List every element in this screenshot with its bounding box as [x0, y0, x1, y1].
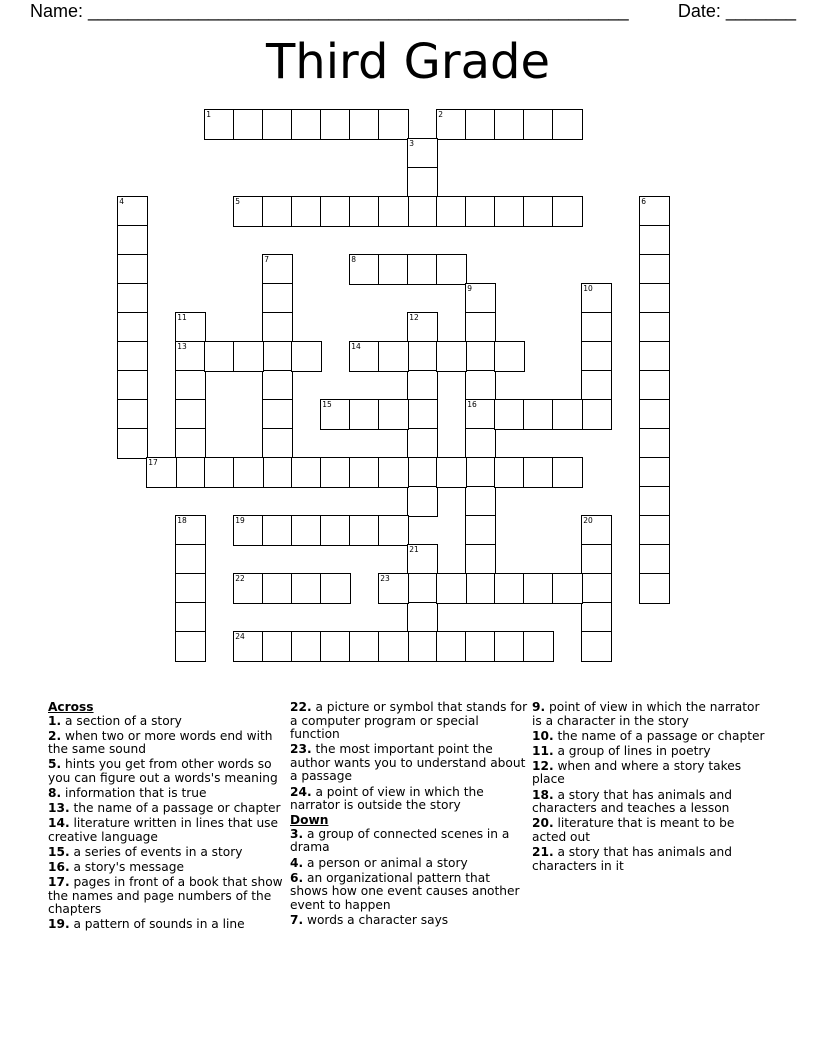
down-heading: Down: [290, 813, 329, 828]
grid-cell[interactable]: [262, 341, 293, 372]
grid-cell[interactable]: [320, 399, 351, 430]
clues-column-3: [532, 701, 770, 875]
grid-cell[interactable]: [320, 631, 351, 662]
grid-cell[interactable]: [465, 486, 496, 517]
grid-cell[interactable]: [436, 457, 467, 488]
grid-cell[interactable]: [291, 341, 322, 372]
grid-cell[interactable]: [494, 457, 525, 488]
grid-cell[interactable]: [117, 428, 148, 459]
grid-cell[interactable]: [494, 109, 525, 140]
clue-text: point of view in which the narrator is a character in the story: [532, 700, 760, 728]
grid-cell[interactable]: [291, 196, 322, 227]
cell-number: 4: [119, 197, 125, 207]
grid-cell[interactable]: [175, 544, 206, 575]
clues-column-2: [290, 701, 528, 929]
cell-number: 8: [351, 255, 357, 265]
cell-number: 11: [177, 313, 187, 323]
grid-cell[interactable]: [639, 254, 670, 285]
grid-cell[interactable]: [291, 109, 322, 140]
grid-cell[interactable]: [523, 457, 554, 488]
cell-number: 2: [438, 110, 444, 120]
clue-text: the name of a passage or chapter: [557, 728, 765, 743]
grid-cell[interactable]: [436, 196, 467, 227]
grid-cell[interactable]: [117, 196, 148, 227]
across-clue: [48, 918, 286, 932]
clue-number: 20.: [532, 816, 554, 831]
grid-cell[interactable]: [465, 544, 496, 575]
grid-cell[interactable]: [378, 399, 409, 430]
grid-cell[interactable]: [262, 399, 293, 430]
grid-cell[interactable]: [378, 631, 409, 662]
grid-cell[interactable]: [639, 196, 670, 227]
clue-number: 3.: [290, 826, 304, 841]
grid-cell[interactable]: [407, 370, 438, 401]
grid-cell[interactable]: [523, 573, 554, 604]
clue-number: 15.: [48, 844, 70, 859]
grid-cell[interactable]: [320, 196, 351, 227]
name-field[interactable]: Name: ______________________________________________________: [30, 1, 629, 21]
down-clue: [290, 828, 528, 855]
clue-number: 11.: [532, 743, 554, 758]
grid-cell[interactable]: [262, 196, 293, 227]
clue-number: 4.: [290, 855, 304, 870]
down-clue: [532, 760, 770, 787]
across-clue: [48, 787, 286, 801]
across-clue: [48, 715, 286, 729]
down-clue: [290, 872, 528, 913]
grid-cell[interactable]: [407, 544, 438, 575]
clue-number: 24.: [290, 784, 312, 799]
grid-cell[interactable]: [117, 341, 148, 372]
grid-cell[interactable]: [436, 254, 467, 285]
grid-cell[interactable]: [117, 225, 148, 256]
grid-cell[interactable]: [581, 515, 612, 546]
clue-number: 18.: [532, 787, 554, 802]
grid-cell[interactable]: [407, 196, 438, 227]
clue-text: a story that has animals and characters and teaches a lesson: [532, 787, 732, 816]
grid-cell[interactable]: [436, 573, 467, 604]
grid-cell[interactable]: [407, 312, 438, 343]
grid-cell[interactable]: [349, 399, 380, 430]
clue-text: the name of a passage or chapter: [73, 801, 281, 816]
cell-number: 22: [235, 574, 245, 584]
grid-cell[interactable]: [494, 631, 525, 662]
grid-cell[interactable]: [175, 312, 206, 343]
grid-cell[interactable]: [262, 312, 293, 343]
clue-text: literature written in lines that use creative language: [48, 816, 279, 844]
grid-cell[interactable]: [291, 631, 322, 662]
clue-number: 8.: [48, 786, 62, 801]
down-clue: [532, 730, 770, 744]
grid-cell[interactable]: [465, 428, 496, 459]
down-clue: [290, 857, 528, 871]
clue-text: a point of view in which the narrator is outside the story: [290, 784, 484, 813]
grid-cell[interactable]: [262, 573, 293, 604]
clue-text: a person or animal a story: [307, 855, 468, 870]
grid-cell[interactable]: [581, 399, 612, 430]
grid-cell[interactable]: [494, 573, 525, 604]
grid-cell[interactable]: [465, 457, 496, 488]
grid-cell[interactable]: [523, 631, 554, 662]
cell-number: 17: [148, 458, 158, 468]
across-clue: [48, 861, 286, 875]
grid-cell[interactable]: [465, 341, 496, 372]
clue-text: a story that has animals and characters in it: [532, 844, 732, 873]
cell-number: 1: [206, 110, 212, 120]
across-clue: [290, 701, 528, 742]
clue-text: words a character says: [307, 912, 449, 927]
grid-cell[interactable]: [291, 515, 322, 546]
grid-cell[interactable]: [117, 399, 148, 430]
clue-number: 5.: [48, 757, 62, 772]
grid-cell[interactable]: [639, 312, 670, 343]
clue-text: a picture or symbol that stands for a computer program or special function: [290, 700, 528, 742]
grid-cell[interactable]: [581, 312, 612, 343]
across-clue: [48, 876, 286, 917]
clue-number: 19.: [48, 917, 70, 932]
grid-cell[interactable]: [262, 254, 293, 285]
grid-cell[interactable]: [349, 196, 380, 227]
grid-cell[interactable]: [465, 109, 496, 140]
grid-cell[interactable]: [204, 109, 235, 140]
grid-cell[interactable]: [407, 254, 438, 285]
cell-number: 3: [409, 139, 415, 149]
grid-cell[interactable]: [233, 457, 264, 488]
down-clue: [290, 914, 528, 928]
grid-cell[interactable]: [436, 631, 467, 662]
down-clue: [532, 789, 770, 816]
grid-cell[interactable]: [407, 428, 438, 459]
grid-cell[interactable]: [639, 428, 670, 459]
grid-cell[interactable]: [378, 515, 409, 546]
grid-cell[interactable]: [320, 109, 351, 140]
cell-number: 24: [235, 632, 245, 642]
grid-cell[interactable]: [494, 399, 525, 430]
grid-cell[interactable]: [378, 573, 409, 604]
grid-cell[interactable]: [407, 341, 438, 372]
clue-text: when two or more words end with the same sound: [48, 728, 273, 757]
grid-cell[interactable]: [175, 428, 206, 459]
clue-number: 13.: [48, 801, 70, 816]
cell-number: 20: [583, 516, 593, 526]
grid-cell[interactable]: [639, 457, 670, 488]
grid-cell[interactable]: [436, 341, 467, 372]
grid-cell[interactable]: [175, 399, 206, 430]
grid-cell[interactable]: [175, 457, 206, 488]
grid-cell[interactable]: [465, 196, 496, 227]
grid-cell[interactable]: [639, 341, 670, 372]
down-clue: [532, 817, 770, 844]
grid-cell[interactable]: [146, 457, 177, 488]
grid-cell[interactable]: [639, 515, 670, 546]
grid-cell[interactable]: [262, 428, 293, 459]
clue-number: 21.: [532, 844, 554, 859]
grid-cell[interactable]: [639, 573, 670, 604]
down-clue: [532, 846, 770, 873]
grid-cell[interactable]: [581, 602, 612, 633]
grid-cell[interactable]: [465, 399, 496, 430]
grid-cell[interactable]: [378, 196, 409, 227]
grid-cell[interactable]: [262, 457, 293, 488]
grid-cell[interactable]: [465, 515, 496, 546]
cell-number: 12: [409, 313, 419, 323]
across-heading: Across: [48, 700, 94, 714]
grid-cell[interactable]: [407, 167, 438, 198]
clue-text: a group of lines in poetry: [557, 743, 711, 758]
across-clue: [290, 786, 528, 813]
cell-number: 16: [467, 400, 477, 410]
grid-cell[interactable]: [494, 341, 525, 372]
grid-cell[interactable]: [233, 109, 264, 140]
clue-number: 22.: [290, 700, 312, 714]
grid-cell[interactable]: [407, 486, 438, 517]
grid-cell[interactable]: [349, 109, 380, 140]
grid-cell[interactable]: [262, 370, 293, 401]
grid-cell[interactable]: [465, 573, 496, 604]
grid-cell[interactable]: [262, 109, 293, 140]
grid-cell[interactable]: [552, 109, 583, 140]
cell-number: 18: [177, 516, 187, 526]
grid-cell[interactable]: [233, 196, 264, 227]
grid-cell[interactable]: [349, 341, 380, 372]
cell-number: 9: [467, 284, 473, 294]
clue-number: 9.: [532, 700, 546, 714]
across-clue: [48, 758, 286, 785]
grid-cell[interactable]: [494, 196, 525, 227]
grid-cell[interactable]: [175, 602, 206, 633]
clue-number: 16.: [48, 860, 70, 875]
grid-cell[interactable]: [378, 109, 409, 140]
grid-cell[interactable]: [378, 341, 409, 372]
grid-cell[interactable]: [117, 254, 148, 285]
grid-cell[interactable]: [407, 399, 438, 430]
clue-number: 2.: [48, 728, 62, 743]
grid-cell[interactable]: [262, 515, 293, 546]
grid-cell[interactable]: [436, 109, 467, 140]
grid-cell[interactable]: [639, 370, 670, 401]
grid-cell[interactable]: [523, 109, 554, 140]
clue-number: 17.: [48, 875, 70, 890]
clue-number: 7.: [290, 912, 304, 927]
cell-number: 10: [583, 284, 593, 294]
clue-text: the most important point the author wants you to understand about a passage: [290, 742, 526, 784]
grid-cell[interactable]: [552, 399, 583, 430]
cell-number: 7: [264, 255, 270, 265]
clue-text: when and where a story takes place: [532, 758, 742, 787]
grid-cell[interactable]: [262, 283, 293, 314]
across-clue: [48, 802, 286, 816]
grid-cell[interactable]: [291, 573, 322, 604]
page-title: Third Grade: [265, 34, 551, 90]
grid-cell[interactable]: [175, 341, 206, 372]
cell-number: 21: [409, 545, 419, 555]
across-clue: [48, 846, 286, 860]
grid-cell[interactable]: [523, 196, 554, 227]
clue-number: 6.: [290, 870, 304, 885]
grid-cell[interactable]: [233, 573, 264, 604]
grid-cell[interactable]: [175, 631, 206, 662]
grid-cell[interactable]: [349, 515, 380, 546]
clues-column-1: [48, 701, 286, 934]
grid-cell[interactable]: [175, 573, 206, 604]
clue-number: 1.: [48, 713, 62, 728]
grid-cell[interactable]: [320, 457, 351, 488]
cell-number: 5: [235, 197, 241, 207]
cell-number: 13: [177, 342, 187, 352]
grid-cell[interactable]: [581, 341, 612, 372]
grid-cell[interactable]: [639, 486, 670, 517]
date-field[interactable]: Date: _______: [677, 1, 796, 21]
grid-cell[interactable]: [581, 544, 612, 575]
clue-text: a pattern of sounds in a line: [73, 917, 245, 932]
grid-cell[interactable]: [378, 254, 409, 285]
grid-cell[interactable]: [407, 631, 438, 662]
across-clue: [290, 743, 528, 784]
grid-cell[interactable]: [233, 515, 264, 546]
grid-cell[interactable]: [639, 544, 670, 575]
grid-cell[interactable]: [117, 283, 148, 314]
grid-cell[interactable]: [233, 341, 264, 372]
clue-text: literature that is meant to be acted out: [532, 816, 735, 844]
grid-cell[interactable]: [581, 283, 612, 314]
grid-cell[interactable]: [204, 457, 235, 488]
grid-cell[interactable]: [581, 573, 612, 604]
grid-cell[interactable]: [117, 312, 148, 343]
grid-cell[interactable]: [204, 341, 235, 372]
grid-cell[interactable]: [320, 515, 351, 546]
grid-cell[interactable]: [552, 196, 583, 227]
clue-text: hints you get from other words so you can figure out a words's meaning: [48, 757, 278, 785]
grid-cell[interactable]: [465, 631, 496, 662]
cell-number: 6: [641, 197, 647, 207]
grid-cell[interactable]: [349, 254, 380, 285]
clue-number: 12.: [532, 758, 554, 773]
grid-cell[interactable]: [175, 515, 206, 546]
down-clue: [532, 745, 770, 759]
grid-cell[interactable]: [407, 602, 438, 633]
grid-cell[interactable]: [639, 399, 670, 430]
grid-cell[interactable]: [291, 457, 322, 488]
clue-text: a series of events in a story: [73, 844, 243, 859]
grid-cell[interactable]: [320, 573, 351, 604]
grid-cell[interactable]: [117, 370, 148, 401]
clue-text: information that is true: [65, 786, 207, 801]
clue-number: 23.: [290, 742, 312, 757]
grid-cell[interactable]: [639, 283, 670, 314]
grid-cell[interactable]: [407, 138, 438, 169]
across-clue: [48, 817, 286, 844]
clue-text: pages in front of a book that show the names and page numbers of the chapters: [48, 875, 283, 917]
cell-number: 14: [351, 342, 361, 352]
grid-cell[interactable]: [378, 457, 409, 488]
grid-cell[interactable]: [175, 370, 206, 401]
grid-cell[interactable]: [262, 631, 293, 662]
grid-cell[interactable]: [407, 573, 438, 604]
grid-cell[interactable]: [349, 457, 380, 488]
grid-cell[interactable]: [465, 370, 496, 401]
cell-number: 15: [322, 400, 332, 410]
across-clue: [48, 730, 286, 757]
clue-text: a section of a story: [65, 713, 182, 728]
grid-cell[interactable]: [639, 225, 670, 256]
grid-cell[interactable]: [349, 631, 380, 662]
grid-cell[interactable]: [581, 370, 612, 401]
clue-number: 14.: [48, 816, 70, 831]
grid-cell[interactable]: [552, 457, 583, 488]
clue-text: a group of connected scenes in a drama: [290, 826, 510, 855]
grid-cell[interactable]: [465, 312, 496, 343]
clue-text: an organizational pattern that shows how one event causes another event to happen: [290, 870, 520, 912]
grid-cell[interactable]: [523, 399, 554, 430]
clue-text: a story's message: [73, 860, 184, 875]
grid-cell[interactable]: [581, 631, 612, 662]
down-clue: [532, 701, 770, 728]
cell-number: 23: [380, 574, 390, 584]
grid-cell[interactable]: [407, 457, 438, 488]
grid-cell[interactable]: [233, 631, 264, 662]
clue-number: 10.: [532, 728, 554, 743]
grid-cell[interactable]: [465, 283, 496, 314]
grid-cell[interactable]: [552, 573, 583, 604]
cell-number: 19: [235, 516, 245, 526]
